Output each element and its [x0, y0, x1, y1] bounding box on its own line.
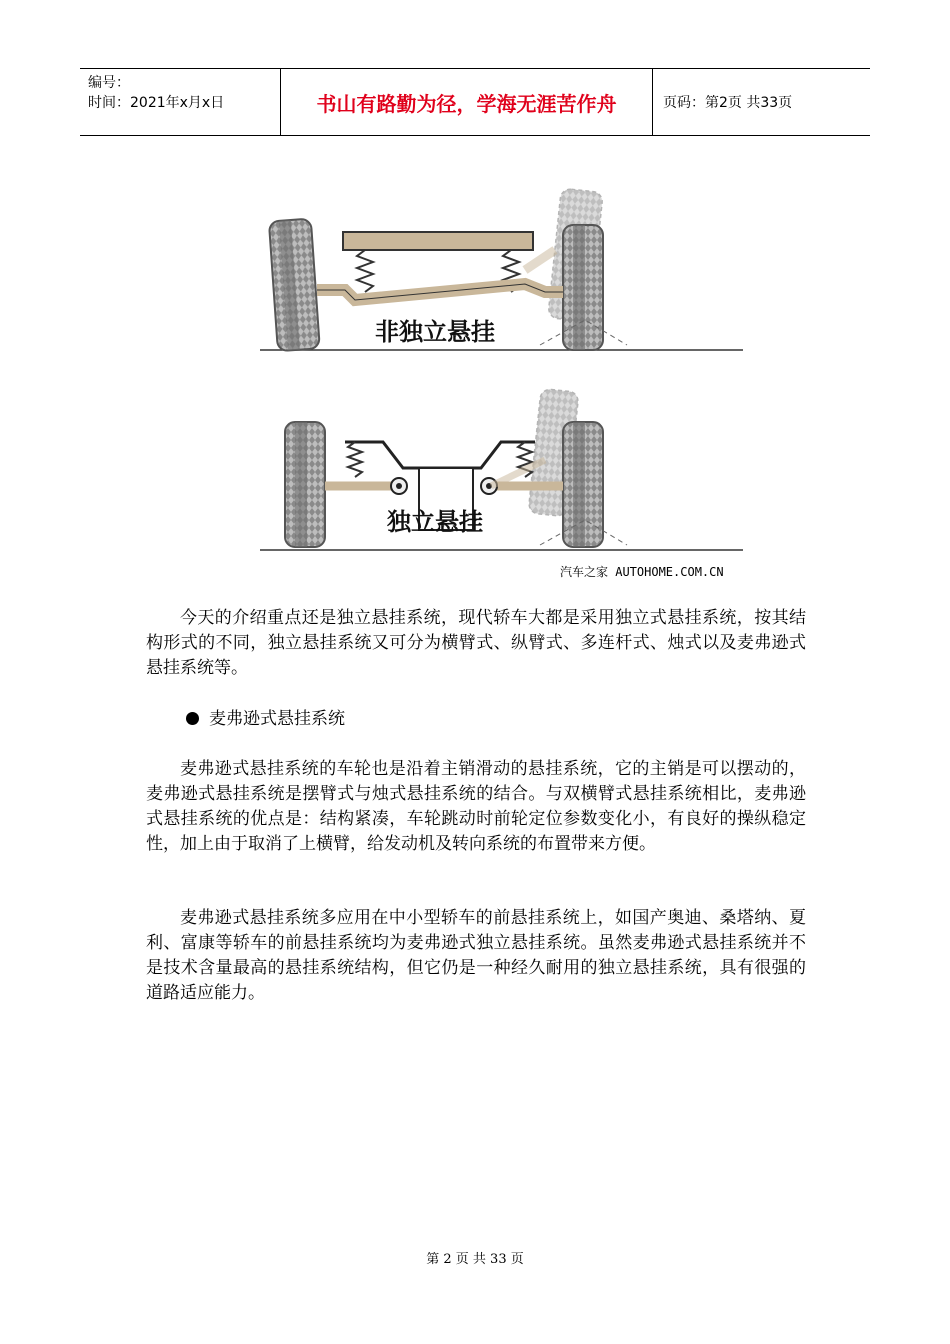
time-label: 时间：2021年x月x日 — [88, 95, 225, 111]
independent-diagram — [260, 388, 743, 550]
bullet-dot-icon — [186, 712, 199, 725]
header-meta — [80, 69, 281, 135]
bullet-heading — [186, 707, 345, 732]
code-label: 编号： — [88, 75, 130, 91]
motto: 书山有路勤为径，学海无涯苦作舟 — [281, 69, 653, 135]
figure-credit: 汽车之家 AUTOHOME.COM.CN — [560, 565, 724, 579]
paragraph-intro: 今天的介绍重点还是独立悬挂系统，现代轿车大都是采用独立式悬挂系统，按其结构形式的不同，独立悬挂系统又可分为横臂式、纵臂式、多连杆式、烛式以及麦弗逊式悬挂系统等。 — [146, 608, 806, 678]
paragraph-application: 麦弗逊式悬挂系统多应用在中小型轿车的前悬挂系统上，如国产奥迪、桑塔纳、夏利、富康等轿车的前悬挂系统均为麦弗逊式独立悬挂系统。虽然麦弗逊式悬挂系统并不是技术含量最高的悬挂系统结构，但它仍是一种经久耐用的独立悬挂系统，具有很强的道路适应能力。 — [146, 908, 806, 1003]
suspension-figure — [255, 180, 745, 585]
paragraph-macpherson: 麦弗逊式悬挂系统的车轮也是沿着主销滑动的悬挂系统，它的主销是可以摆动的，麦弗逊式悬挂系统是摆臂式与烛式悬挂系统的结合。与双横臂式悬挂系统相比，麦弗逊式悬挂系统的优点是：结构紧凑，车轮跳动时前轮定位参数变化小，有良好的操纵稳定性，加上由于取消了上横臂，给发动机及转向系统的布置带来方便。 — [146, 759, 806, 854]
page-info: 页码：第2页 共33页 — [663, 95, 793, 111]
header-table — [80, 68, 870, 136]
page-footer: 第 2 页 共 33 页 — [426, 1252, 524, 1267]
label-independent: 独立悬挂 — [387, 508, 483, 536]
non-independent-diagram — [260, 188, 743, 351]
chassis-bar-top — [343, 232, 533, 250]
label-non-independent: 非独立悬挂 — [375, 318, 495, 346]
bullet-heading-text: 麦弗逊式悬挂系统 — [209, 709, 345, 729]
